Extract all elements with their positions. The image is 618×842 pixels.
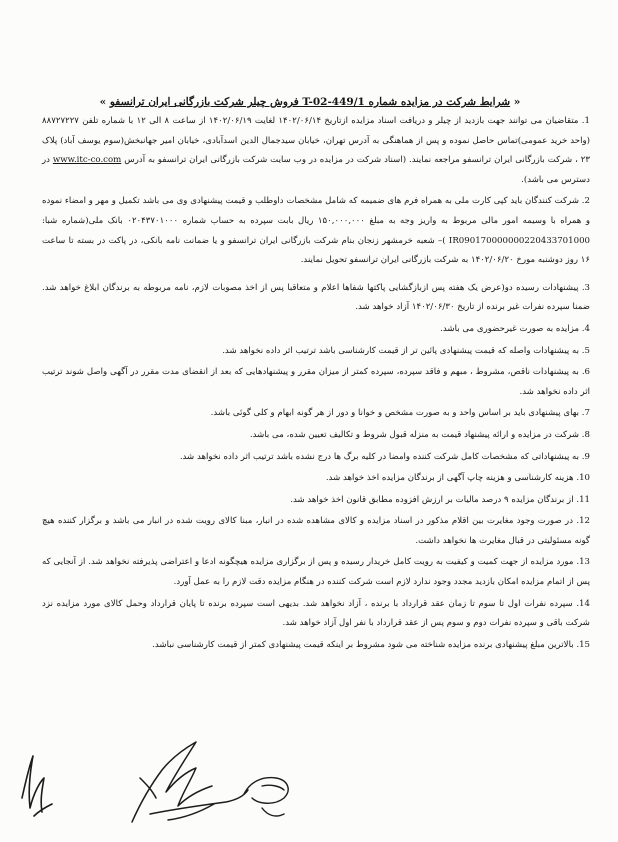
center-signature <box>132 742 248 822</box>
clause-14 <box>42 595 590 634</box>
clause-11 <box>42 491 590 511</box>
right-signature <box>244 778 288 816</box>
clause-text: پیشنهادات رسیده دو(عرض یک هفته پس ازبازگشایی پاکتها شفاها اعلام و متعاقبا پس از اخذ مصوبات لازم، نامه مربوطه به برندگان ابلاغ خواهد شد. ضمنا سپرده نفرات غیر برنده از تاریخ ۱۴۰۲/۰۶/۳۰ آزاد خواهد شد. <box>42 282 590 313</box>
website-link[interactable]: www.itc-co.com <box>52 155 122 166</box>
left-signature <box>22 756 52 816</box>
clauses-list <box>42 112 590 657</box>
clause-2 <box>42 192 590 270</box>
clause-number: 2. <box>581 196 590 207</box>
clause-number: 12. <box>576 516 590 527</box>
clause-13 <box>42 553 590 592</box>
clause-text-continued: در دسترس می باشد). <box>42 155 590 185</box>
signature-area <box>0 720 618 842</box>
clause-text: بهای پیشنهادی باید بر اساس واحد و به صورت مشخص و خوانا و دور از هر گونه ابهام و کلی گوئی باشد. <box>210 408 580 419</box>
clause-number: 9. <box>581 451 590 462</box>
document-title <box>40 96 580 108</box>
clause-text: از برندگان مزایده ۹ درصد مالیات بر ارزش افزوده مطابق قانون اخذ خواهد شد. <box>290 494 574 505</box>
clause-text: مزایده به صورت غیرحضوری می باشد. <box>440 323 580 334</box>
clause-9 <box>42 448 590 468</box>
clause-number: 11. <box>576 494 590 505</box>
clause-text-continued: )– شعبه خرمشهر زنجان بنام شرکت بازرگانی ایران ترانسفو و یا ضمانت نامه بانکی، در پاکت در بسته تا ساعت ۱۶ روز دوشنبه مورخ ۱۴۰۲/۰۶/۲۰ به شرکت بازرگانی ایران ترانسفو تحویل نمایند. <box>42 235 590 266</box>
clause-text: به پیشنهاداتی که مشخصات کامل شرکت کننده وامضا در کلیه برگ ها درج نشده باشد ترتیب اثر داده نخواهد شد. <box>179 451 580 462</box>
clause-12 <box>42 512 590 551</box>
clause-3 <box>42 279 590 318</box>
clause-15 <box>42 636 590 656</box>
clause-text: سپرده نفرات اول تا سوم تا زمان عقد قرارداد با برنده ، آزاد نخواهد شد. بدیهی است سپرده برنده تا پایان قرارداد وحمل کالای مورد مزایده نزد شرکت باقی و سپرده نفرات دوم و سوم پس از عقد قرارداد با نفر اول آزاد خواهد شد. <box>42 598 590 629</box>
clause-1 <box>42 112 590 190</box>
clause-text: به پیشنهادات واصله که قیمت پیشنهادی پائین تر از قیمت کارشناسی باشد ترتیب اثر داده نخواهد شد. <box>222 345 580 356</box>
clause-number: 10. <box>576 473 590 484</box>
clause-10 <box>42 469 590 489</box>
clause-number: 4. <box>581 323 590 334</box>
clause-number: 5. <box>581 345 590 356</box>
title-close-mark: » <box>99 96 107 108</box>
clause-number: 8. <box>581 429 590 440</box>
signatures-graphic <box>0 720 618 842</box>
clause-number: 3. <box>581 282 591 293</box>
clause-text: متقاضیان می توانند جهت بازدید از چیلر و دریافت اسناد مزایده ازتاریخ ۱۴۰۲/۰۶/۱۴ لغایت ۱۴۰۲/۰۶/۱۹ از ساعت ۸ الی ۱۲ با شماره تلفن ۸۸۷۲۷۲۲۷ (واحد خرید عمومی)تماس حاصل نموده و پس از هماهنگی به آدرس تهران، خیابان سیدجمال الدین اسدآبادی، خیابان امیر جهانبخش(سوم یوسف آباد) پلاک ۲۳ ، شرکت بازرگانی ایران ترانسفو مراجعه نمایند. (اسناد شرکت در مزایده در وب سایت شرکت بازرگانی ایران ترانسفو به آدرس <box>42 116 591 166</box>
clause-text: شرکت کنندگان باید کپی کارت ملی به همراه فرم های ضمیمه که شامل مشخصات داوطلب و قیمت پیشنهادی وی می باشد تکمیل و مهر و امضاء نموده و همراه با وسیمه امور مالی مربوط به واریز وجه به مبلغ ۱۵۰,۰۰۰,۰۰۰ ریال بابت سپرده به حساب شماره ۰۲۰۴۳۷۰۱۰۰۰ بانک ملی(شماره شبا: <box>42 196 590 226</box>
clause-text: در صورت وجود مغایرت بین اقلام مذکور در اسناد مزایده و کالای مشاهده شده در انبار، مبنا کالای رویت شده در انبار می باشد و برگزار کننده هیچ گونه مسئولیتی در قبال مغایرت ها نخواهد داشت. <box>42 516 590 546</box>
clause-text: هزینه کارشناسی و هزینه چاپ آگهی از برندگان مزایده اخذ خواهد شد. <box>325 473 574 484</box>
clause-number: 15. <box>576 639 590 650</box>
clause-text: به پیشنهادات ناقص، مشروط ، مبهم و فاقد سپرده، سپرده کمتر از میزان مقرر و پیشنهادهایی که بعد از انقضای مدت مقرر در آگهی واصل شوند ترتیب اثر داده نخواهد شد. <box>42 367 590 397</box>
clause-text: مورد مزایده از جهت کمیت و کیفیت به رویت کامل خریدار رسیده و پس از برگزاری مزایده هیچگونه ادعا و اعتراضی پذیرفته نخواهد شد. از آنجایی که پس از اتمام مزایده امکان بازدید مجدد وجود ندارد لازم است شرکت کننده در هنگام مزایده دقت لازم را به عمل آورد. <box>42 557 590 588</box>
clause-text: شرکت در مزایده و ارائه پیشنهاد قیمت به منزله قبول شروط و تکالیف تعیین شده، می باشد. <box>249 429 580 440</box>
title-open-mark: « <box>513 96 521 108</box>
clause-number: 13. <box>576 557 591 568</box>
iban-number: IR090170000000220433701000 <box>448 235 591 246</box>
clause-number: 6. <box>581 367 591 378</box>
clause-4 <box>42 320 590 340</box>
clause-6 <box>42 363 590 402</box>
clause-8 <box>42 426 590 446</box>
title-text: شرایط شرکت در مزایده شماره T-02-449/1 فروش چیلر شرکت بازرگانی ایران ترانسفو <box>109 96 511 108</box>
clause-number: 7. <box>581 408 590 419</box>
clause-5 <box>42 342 590 362</box>
clause-7 <box>42 404 590 424</box>
clause-text: بالاترین مبلغ پیشنهادی برنده مزایده شناخته می شود مشروط بر اینکه قیمت پیشنهادی کمتر از قیمت کارشناسی نباشد. <box>152 639 574 650</box>
clause-number: 1. <box>581 116 590 126</box>
clause-number: 14. <box>576 598 590 609</box>
